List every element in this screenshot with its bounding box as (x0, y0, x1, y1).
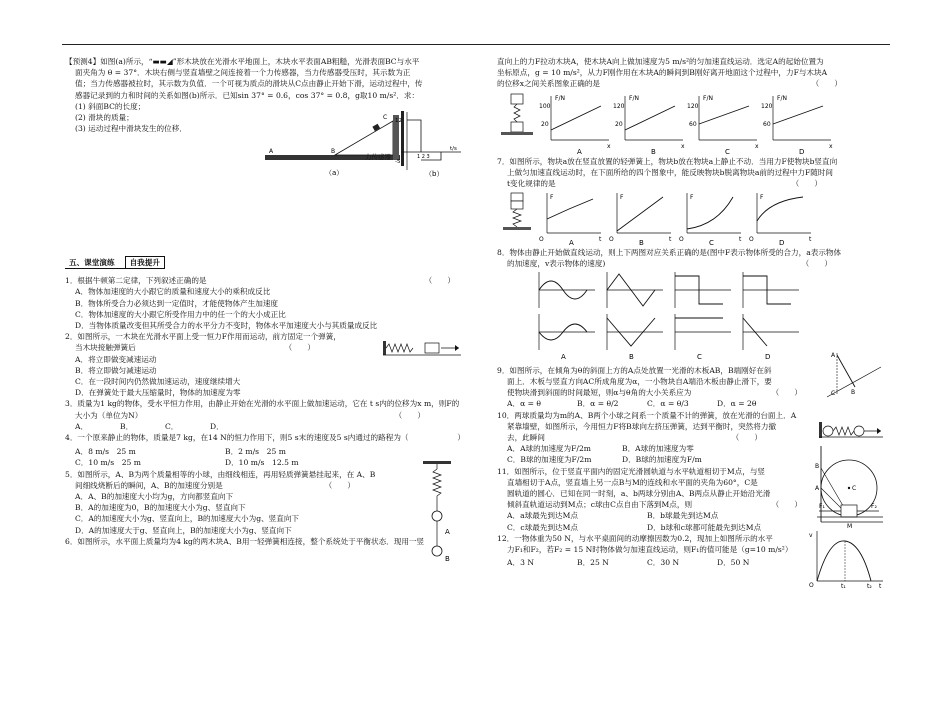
graph-label: D (799, 147, 805, 156)
q9-line: 使物块滑到斜面的时间最短，则α与θ角的大小关系应为 (507, 388, 692, 398)
option: D．A的加速度大于g、竖直向上，B的加速度大小为g、竖直向下 (75, 525, 292, 535)
axis-x-label: x (755, 142, 759, 150)
f2-label: F₂ (871, 502, 877, 510)
option: D．在弹簧处于最大压缩量时，物体的加速度为零 (75, 388, 241, 398)
option: D．10 m/s 12.5 m (225, 458, 299, 468)
vt-graph (809, 529, 885, 589)
section-number: 五、课堂演练 (69, 258, 115, 267)
answer-paren: （ ） (771, 500, 802, 510)
origin-label: O (749, 236, 754, 244)
q11-line: 直墙相切于A点，竖直墙上另一点B与M的连线和水平面的夹角为60°，C是 (507, 477, 758, 487)
q10-line: 紧靠墙壁，如图所示，今用恒力F将B球向左挤压弹簧，达到平衡时，突然将力撤 (507, 421, 777, 431)
option: B．A的加速度为0，B的加速度大小为g、竖直向下 (75, 503, 246, 513)
answer-paren: （ ） (731, 433, 762, 443)
q4-stem: 4．一个原来静止的物体，质量是7 kg，在14 N的恒力作用下，则5 s末的速度及5 s内通过的路程为（ (65, 433, 409, 443)
option: B．2 m/s 25 m (225, 447, 286, 457)
q6-line: 坐标原点，g = 10 m/s²，从力F刚作用在木块A的瞬间到B刚好离开地面这个过程中，力F与木块A (497, 68, 828, 78)
question-3 (65, 398, 465, 432)
axis-f-label: F (690, 194, 694, 202)
series-line (699, 106, 749, 124)
question-9 (497, 351, 882, 410)
fig-b-label: （b） (425, 170, 444, 178)
q6-line: 的位移x之间关系图象正确的是 (497, 79, 600, 89)
option: C．30 N (647, 558, 680, 568)
q6-graphs (537, 92, 837, 156)
tick-label: 120 (613, 102, 625, 110)
option: A． (75, 421, 89, 431)
series-curve (757, 197, 803, 221)
t-label: t (879, 582, 882, 589)
option: D． (210, 421, 224, 431)
option: A．A、B的加速度大小均为g，方向都竖直向下 (75, 492, 234, 502)
q3-stem2: 大小为（单位为N） (75, 410, 143, 420)
option: C．B球的加速度为F/2m (507, 455, 592, 465)
answer-paren: （ ） (424, 276, 455, 286)
axis-f-label: F (550, 194, 554, 202)
q3-stem: 3．质量为1 kg的物体，受水平恒力作用，由静止开始在光滑的水平面上做加速运动，它在 t s内的位移为x m，则F的 (65, 399, 460, 409)
option: A．8 m/s 25 m (75, 447, 136, 457)
fig-a-label: （a） (325, 169, 344, 177)
tick-label: 120 (687, 102, 699, 110)
option: C．A的加速度大小为g、竖直向上，B的加速度大小为g、竖直向下 (75, 514, 300, 524)
fig-b-taxis: t/s (450, 146, 457, 152)
axis-t-label: t (739, 236, 742, 244)
graph-label: B (629, 352, 634, 360)
q5-stem2: 间细线烧断后的瞬间，A、B的加速度分别是 (75, 480, 223, 490)
option: C．10 m/s 25 m (75, 458, 142, 468)
option: A．a球最先到达M点 (507, 511, 578, 521)
axis-f-label: F/N (777, 94, 787, 102)
q1-stem: 1．根据牛顿第二定律，下列叙述正确的是 (65, 276, 207, 286)
axis-f-label: F (620, 194, 624, 202)
q12-line: 12．一物体重为50 N，与水平桌面间的动摩擦因数为0.2，现加上如图所示的水平 (497, 533, 773, 543)
series-curve (617, 197, 663, 231)
tick-label: 100 (539, 102, 551, 110)
tick-label: 60 (763, 120, 771, 128)
origin-label: O (609, 236, 614, 244)
answer-paren: ） (457, 433, 465, 443)
option: B．将立即做匀减速运动 (75, 365, 157, 375)
origin-label: O (679, 236, 684, 244)
q2-stem: 2．如图所示，一木块在光滑水平面上受一恒力F作用而运动，前方固定一个弹簧， (65, 332, 341, 342)
graph-label: A (577, 147, 582, 156)
graph-label: D (779, 239, 785, 248)
q11-line: 圆轨道的圆心．已知在同一时刻，a、b两球分别由A、B两点从静止开始沿光滑 (507, 489, 771, 499)
option: B．物体所受合力必须达到一定值时，才能使物体产生加速度 (75, 298, 279, 308)
series-line (773, 106, 823, 124)
svg-text:A: A (269, 148, 274, 155)
option: D．当物体质量改变但其所受合力的水平分力不变时，物体水平加速度大小与其质量成反比 (75, 321, 378, 331)
axis-f-label: F/N (703, 94, 713, 102)
axis-x-label: x (681, 142, 685, 150)
svg-text:B: B (851, 388, 856, 396)
option: C．α = θ/3 (647, 399, 689, 409)
label-c: C (852, 484, 857, 492)
q6-line: 直向上的力F拉动木块A，使木块A向上做加速度为5 m/s²的匀加速直线运动．选定A的起始位置为 (497, 57, 824, 66)
origin: O (809, 581, 814, 589)
svg-text:B: B (331, 148, 336, 155)
graph-label: C (725, 147, 730, 156)
q7-graphs (537, 191, 827, 247)
series-curve (687, 197, 733, 229)
axis-f-label: F/N (629, 94, 639, 102)
label-b: B (815, 462, 820, 470)
q10-line: 去，此瞬间 (507, 433, 545, 443)
q12-line: 力F₁和F₂，若F₂ = 15 N时物体做匀加速直线运动，则F₁的值可能是（g=10 m/s²） (507, 545, 793, 555)
left-column (65, 56, 465, 563)
section-title: 自我提升 (125, 256, 165, 268)
figure-a-wedge (265, 111, 415, 181)
svg-text:A: A (831, 351, 836, 359)
option: D．50 N (717, 558, 750, 568)
option: A．物体加速度的大小跟它的质量和速度大小的乘积成反比 (75, 287, 271, 297)
answer-paren: （ ） (791, 179, 822, 189)
question-2 (65, 331, 465, 398)
option: C．c球最先到达M点 (507, 522, 578, 532)
series-line (551, 106, 601, 130)
fig-b-ybottom: -5 (395, 159, 401, 165)
prediction-4 (65, 56, 465, 248)
option: A．将立即做变减速运动 (75, 354, 157, 364)
ball-b-label: B (445, 554, 450, 563)
option: D．B球的加速度为F/m (622, 455, 702, 465)
q6-stem: 6．如图所示，水平面上质量均为4 kg的两木块A、B用一轻弹簧相连接，整个系统处于平衡状态．现用一竖 (65, 536, 425, 546)
option: B． (120, 421, 134, 431)
graph-label: A (569, 239, 574, 248)
tick-label: 60 (689, 120, 697, 128)
q10-line: 10．两球质量均为m的A、B两个小球之间系一个质量不计的弹簧，放在光滑的台面上．A (497, 410, 797, 420)
right-column (497, 56, 882, 589)
pred-line: (2) 滑块的质量； (75, 113, 134, 123)
answer-paren: （ ） (801, 259, 832, 269)
two-balls-spring-figure (819, 422, 883, 442)
q8-line: 的加速度，v表示物体的速度) (507, 259, 606, 269)
graph-label: A (561, 352, 566, 360)
answer-paren: （ ） (811, 79, 842, 89)
option: D．b球和c球都可能最先到达M点 (647, 522, 762, 532)
q2-stem2: 当木块接触弹簧后 (75, 343, 136, 353)
ball-a-label: A (445, 527, 450, 536)
pred-line: 值；当力传感器被拉时，其示数为负值．一个可视为质点的滑块从C点由静止开始下滑，运动过程中，传 (75, 79, 423, 89)
svg-text:C: C (831, 389, 836, 397)
tick-label: 120 (761, 102, 773, 110)
origin-label: O (539, 236, 544, 244)
graph-label: C (709, 239, 714, 248)
question-7 (497, 156, 882, 248)
option: C．物体加速度的大小跟它所受作用力中的任一个的大小成正比 (75, 309, 286, 319)
q9-line: 面上．木板与竖直方向AC所成角度为α，一小物块自A端沿木板由静止滑下，要 (507, 377, 772, 387)
question-6-cont (497, 56, 882, 156)
fig-b-ytop: 12 (395, 118, 402, 124)
tick-label: 20 (615, 120, 623, 128)
hanging-balls-figure (417, 461, 457, 571)
figure-b-graph (395, 108, 465, 180)
q8-graphs (535, 270, 815, 360)
q9-line: 9．如图所示，在倾角为θ的斜面上方的A点处放置一光滑的木板AB，B端刚好在斜 (497, 365, 772, 375)
svg-text:C: C (383, 114, 388, 121)
two-forces-figure (817, 499, 883, 523)
graph-label: D (765, 352, 771, 360)
question-1 (65, 275, 465, 331)
pred-line: 面夹角为 θ = 37°．木块右侧与竖直墙壁之间连接着一个力传感器，当力传感器受压时，其示数为正 (75, 68, 411, 78)
axis-x-label: x (607, 142, 611, 150)
option: D．α = 2θ (717, 399, 757, 409)
label-a: A (815, 484, 820, 492)
option: B．α = θ/2 (577, 399, 619, 409)
option: A．α = θ (507, 399, 541, 409)
pred-line: (3) 运动过程中滑块发生的位移． (75, 124, 187, 134)
pred-line: 【预测4】如图(a)所示，“▬▬◢”形木块放在光滑水平地面上，木块水平表面AB粗糙，光滑表面BC与水平 (65, 57, 420, 66)
option: B．25 N (577, 558, 609, 568)
section-header (65, 256, 165, 269)
t1-label: t₁ (841, 582, 846, 589)
question-6 (65, 536, 465, 547)
axis-t-label: t (599, 236, 602, 244)
axis-t-label: t (809, 236, 812, 244)
answer-paren: （ ） (324, 480, 355, 490)
series-line (625, 106, 675, 130)
f1-label: F₁ (819, 502, 825, 510)
top-rule (62, 44, 890, 45)
pred-line: 感器记录到的力和时间的关系如图(b)所示．已知sin 37° = 0.6，cos 37° = 0.8，g取10 m/s²．求： (75, 90, 420, 100)
axis-x-label: x (829, 142, 833, 150)
graph-label: B (639, 239, 644, 248)
graph-label: B (651, 147, 656, 156)
spring-ab-figure (497, 191, 537, 243)
q11-line: 倾斜直轨道运动到M点；c球由C点自由下落到M点，则 (507, 500, 693, 510)
axis-t-label: t (669, 236, 672, 244)
option: A．3 N (507, 558, 534, 568)
t2-label: t₂ (867, 582, 872, 589)
question-8 (497, 247, 882, 363)
answer-paren: （ ） (771, 388, 802, 398)
pred-line: (1) 斜面BC的长度； (75, 101, 146, 111)
q7-line: 上做匀加速直线运动时，在下面所给的四个图象中，能反映物块b脱离物块a前的过程中力F随时间 (507, 167, 833, 177)
sensor-label: 力传感器 (365, 153, 391, 161)
option: C．在一段时间内仍然做加速运动，速度继续增大 (75, 377, 241, 387)
incline-board-figure (827, 351, 882, 401)
q7-line: t变化规律的是 (507, 179, 556, 189)
q11-line: 11．如图所示，位于竖直平面内的固定光滑圆轨道与水平轨道相切于M点，与竖 (497, 466, 766, 476)
option: A．A球的加速度为F/2m (507, 444, 591, 454)
v-label: v (809, 531, 813, 539)
q7-line: 7．如图所示，物块a放在竖直放置的轻弹簧上，物块b放在物块a上静止不动．当用力F使物块b竖直向 (497, 156, 838, 166)
option: B．b球最先到达M点 (647, 511, 719, 521)
q5-stem: 5．如图所示，A、B为两个质量相等的小球，由细线相连，再用轻质弹簧悬挂起来，在 A、B (65, 469, 376, 479)
question-4 (65, 432, 465, 469)
fig-b-ticks: 1 2 3 (417, 154, 430, 160)
axis-f-label: F (760, 194, 764, 202)
tick-label: 20 (541, 120, 549, 128)
answer-paren: （ ） (394, 410, 425, 420)
option: B．A球的加速度为零 (622, 444, 694, 454)
axis-f-label: F/N (555, 94, 565, 102)
option: C． (165, 421, 179, 431)
series-curve (547, 199, 593, 219)
answer-paren: （ ） (284, 343, 315, 353)
stacked-blocks-figure (497, 92, 537, 152)
label-m: M (847, 522, 853, 528)
q8-line: 8．物体由静止开始做直线运动，则上下两图对应关系正确的是(图中F表示物体所受的合力，a表示物体 (497, 248, 842, 258)
graph-label: C (697, 352, 702, 360)
spring-block-figure (383, 341, 463, 357)
